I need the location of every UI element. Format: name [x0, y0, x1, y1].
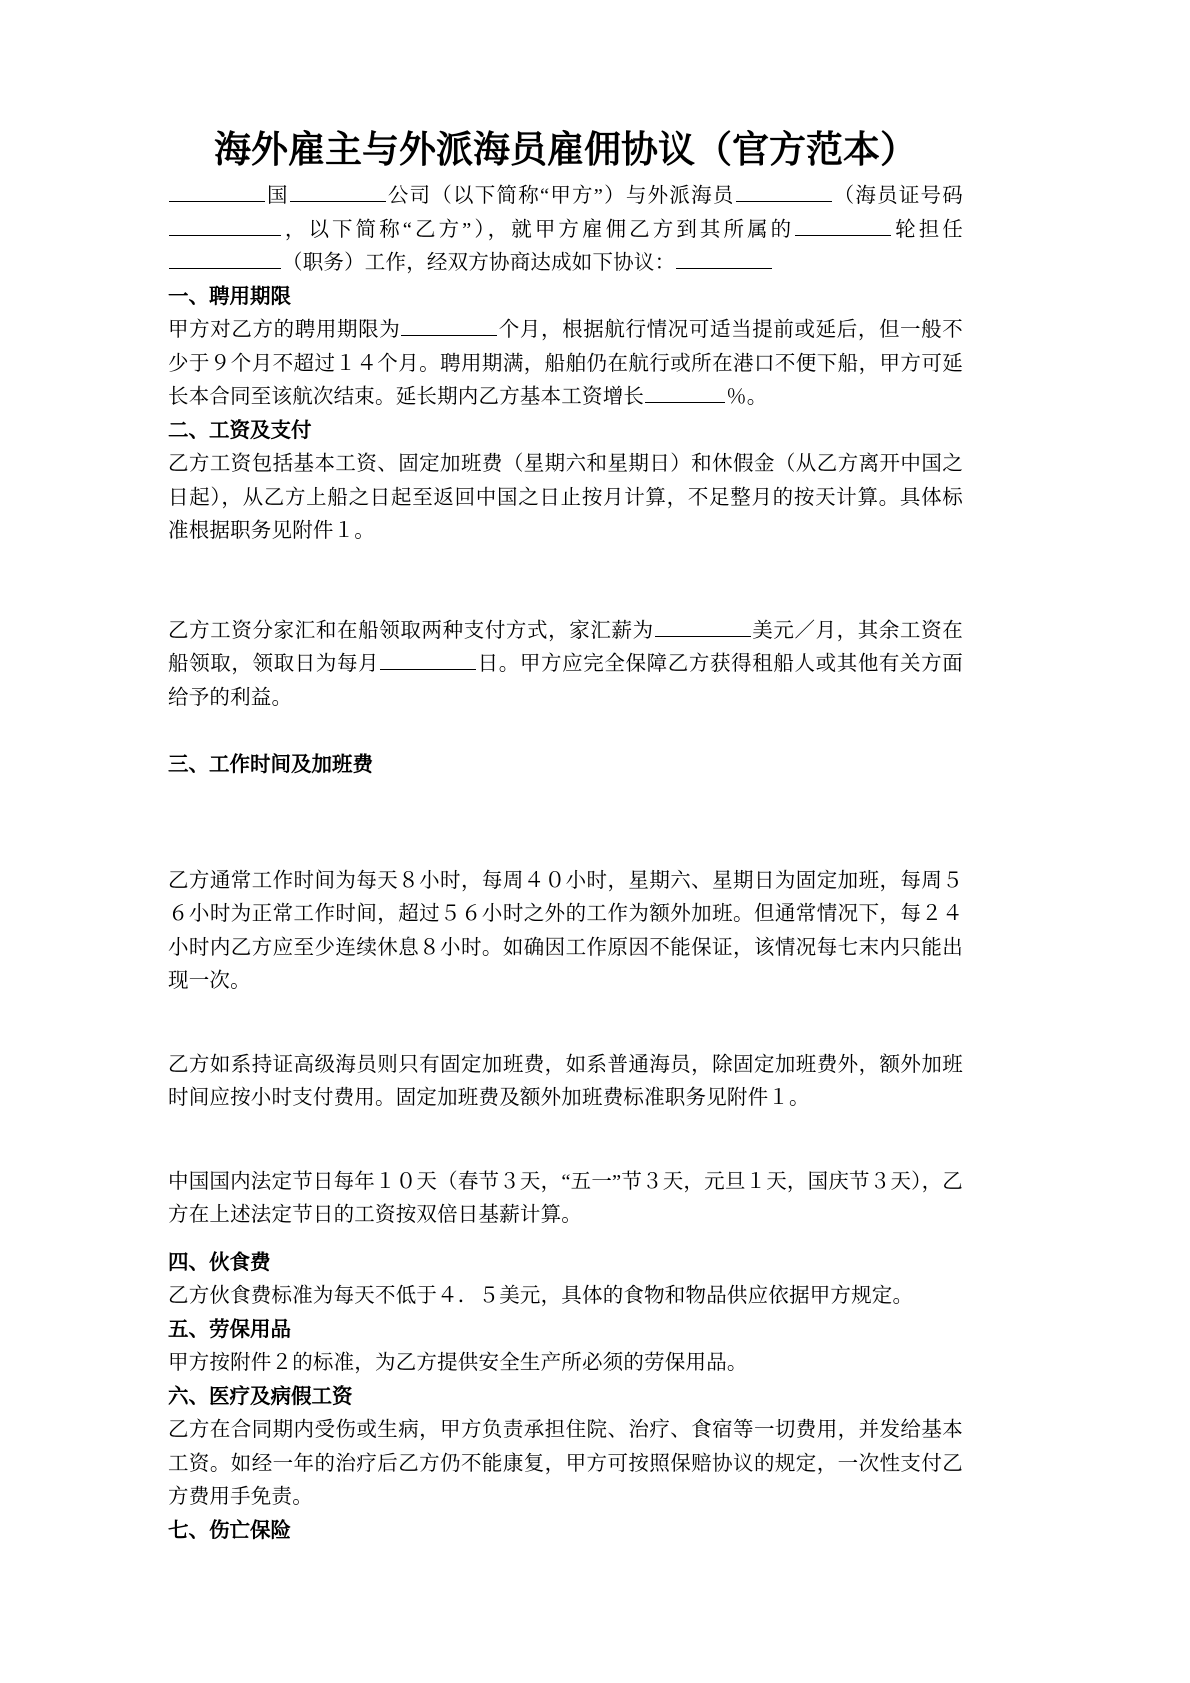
spacer [168, 999, 963, 1049]
blank-position[interactable] [169, 248, 281, 269]
spacer [168, 1116, 963, 1166]
spacer [168, 549, 963, 615]
page-title: 海外雇主与外派海员雇佣协议（官方范本） [214, 130, 917, 171]
s1p1-text-1: 甲方对乙方的聘用期限为 [168, 319, 401, 342]
spacer [168, 783, 963, 865]
preamble-paragraph [168, 180, 963, 281]
blank-wage-increase-percent[interactable] [645, 382, 725, 403]
spacer [168, 1233, 963, 1247]
s1p1-text-2: 个月，根据航行情况可适当提前或延后，但一般不少于９个月不超过１４个月。聘用期满，船舶仍在航行或所在港口不便下船，甲方可延长本合同至该航次结束。延长期内乙方基本工资增长 [168, 319, 964, 409]
s2p2-text-2: 美元／月，其余工资在船领取，领取日为每月 [168, 619, 963, 676]
s1p1-text-3: ％。 [726, 386, 768, 409]
section-heading-6: 六、医疗及病假工资 [168, 1385, 353, 1408]
s2p2-text-1: 乙方工资分家汇和在船领取两种支付方式，家汇薪为 [168, 619, 654, 642]
section-1-paragraph-1 [168, 314, 963, 415]
section-3-paragraph-3: 中国国内法定节日每年１０天（春节３天，“五一”节３天，元旦１天，国庆节３天），乙方在上述法定节日的工资按双倍日基薪计算。 [168, 1170, 963, 1227]
section-5-paragraph-1: 甲方按附件２的标准，为乙方提供安全生产所必须的劳保用品。 [168, 1352, 748, 1375]
section-2-paragraph-1: 乙方工资包括基本工资、固定加班费（星期六和星期日）和休假金（从乙方离开中国之日起），从乙方上船之日起至返回中国之日止按月计算，不足整月的按天计算。具体标准根据职务见附件１。 [168, 453, 963, 543]
preamble-text-2: 公司（以下简称“甲方”）与外派海员 [386, 185, 735, 208]
preamble-text-3: （海员证号码 [832, 185, 963, 208]
preamble-text-6: （职务）工作，经双方协商达成如下协议： [282, 252, 676, 275]
blank-vessel-name[interactable] [795, 215, 891, 236]
s2p2-text-3: 日。甲方应完全保障乙方获得租船人或其他有关方面给予的利益。 [168, 653, 963, 709]
section-4-paragraph-1: 乙方伙食费标准为每天不低于４．５美元，具体的食物和物品供应依据甲方规定。 [168, 1285, 914, 1308]
preamble-text-1: 国 [266, 185, 289, 208]
preamble-text-5: 轮担任 [892, 218, 963, 241]
section-2-paragraph-2 [168, 615, 963, 716]
section-heading-1: 一、聘用期限 [168, 285, 291, 308]
document-body [168, 128, 963, 1548]
section-3-paragraph-1: 乙方通常工作时间为每天８小时，每周４０小时，星期六、星期日为固定加班，每周５６小时为正常工作时间，超过５６小时之外的工作为额外加班。但通常情况下，每２４小时内乙方应至少连续休息８小时。如确因工作原因不能保证，该情况每七末内只能出现一次。 [168, 869, 963, 993]
section-heading-4: 四、伙食费 [168, 1251, 271, 1274]
blank-seafarer-name[interactable] [736, 181, 832, 202]
blank-agreement[interactable] [676, 248, 772, 269]
blank-payment-day[interactable] [380, 649, 476, 670]
blank-employment-months[interactable] [401, 315, 497, 336]
section-heading-5: 五、劳保用品 [168, 1318, 291, 1341]
blank-home-remittance-amount[interactable] [655, 616, 751, 637]
section-heading-7: 七、伤亡保险 [168, 1519, 291, 1542]
spacer [168, 715, 963, 749]
section-heading-3: 三、工作时间及加班费 [168, 754, 373, 777]
section-3-paragraph-2: 乙方如系持证高级海员则只有固定加班费，如系普通海员，除固定加班费外，额外加班时间应按小时支付费用。固定加班费及额外加班费标准职务见附件１。 [168, 1053, 963, 1110]
section-6-paragraph-1: 乙方在合同期内受伤或生病，甲方负责承担住院、治疗、食宿等一切费用，并发给基本工资。如经一年的治疗后乙方仍不能康复，甲方可按照保赔协议的规定，一次性支付乙方费用手免责。 [168, 1419, 963, 1509]
blank-company[interactable] [290, 181, 386, 202]
blank-seafarer-certificate-no[interactable] [169, 215, 281, 236]
blank-country[interactable] [169, 181, 265, 202]
preamble-text-4: ，以下简称“乙方”），就甲方雇佣乙方到其所属的 [282, 218, 795, 241]
section-heading-2: 二、工资及支付 [168, 419, 312, 442]
